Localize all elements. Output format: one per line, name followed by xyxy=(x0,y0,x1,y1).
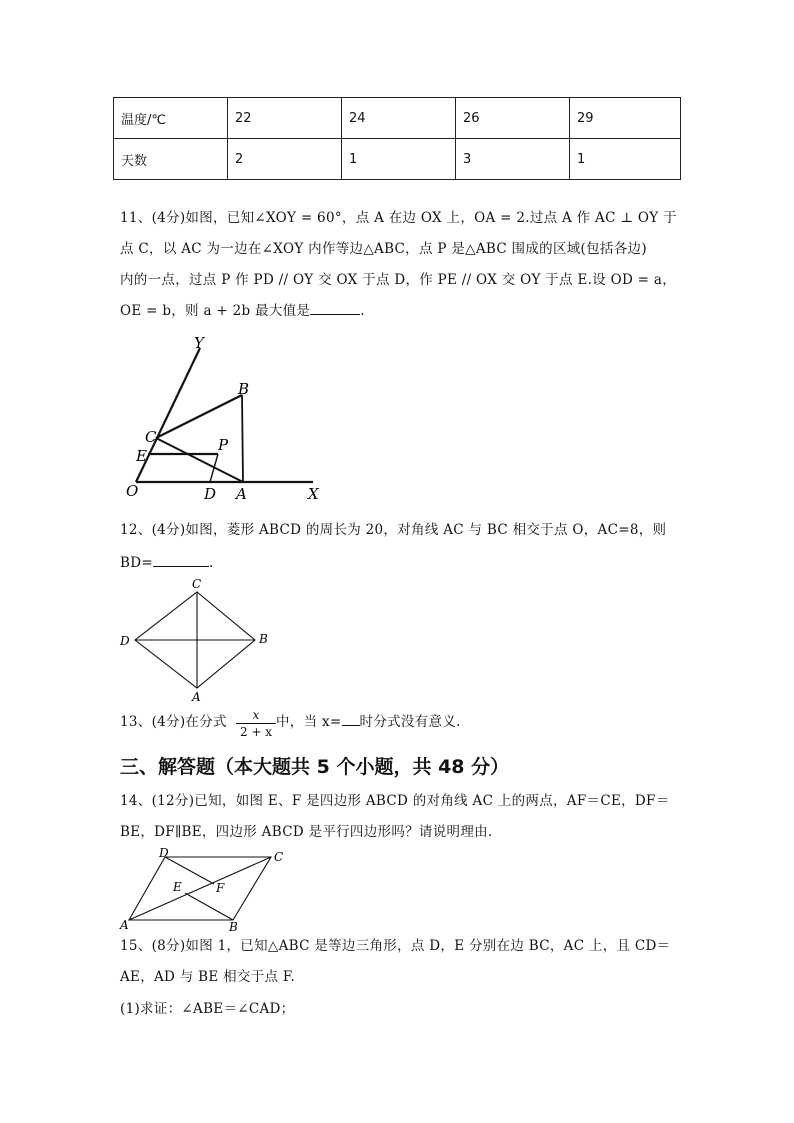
table-cell: 1 xyxy=(570,139,681,180)
table-row xyxy=(114,98,681,139)
q14-line-1: 14、(12分)已知，如图 E、F 是四边形 ABCD 的对角线 AC 上的两点，AF＝CE，DF＝ xyxy=(120,793,670,809)
q11-figure xyxy=(118,334,338,506)
label-d: D xyxy=(120,634,130,648)
answer-blank xyxy=(342,713,360,726)
q14-figure xyxy=(115,845,300,933)
label-d: D xyxy=(204,485,217,503)
q11-line-4 xyxy=(120,302,365,320)
label-c: C xyxy=(145,428,157,446)
label-b: B xyxy=(259,632,268,646)
table-cell: 1 xyxy=(342,139,456,180)
label-d: D xyxy=(159,846,169,860)
q12-line-2-text: BD= xyxy=(120,555,153,571)
q13-before: 13、(4分)在分式 xyxy=(120,714,227,730)
q13-fraction xyxy=(236,707,276,740)
label-a: A xyxy=(236,485,247,503)
segment-eb xyxy=(185,893,233,920)
label-b: B xyxy=(229,920,238,933)
label-p: P xyxy=(218,436,229,454)
q11-line-4-end: . xyxy=(360,303,365,319)
q12-line-2 xyxy=(120,554,214,572)
table-cell: 29 xyxy=(570,98,681,139)
table-cell: 26 xyxy=(456,98,570,139)
table-cell: 22 xyxy=(228,98,342,139)
label-b: B xyxy=(238,380,250,398)
q15-line-2: AE，AD 与 BE 相交于点 F. xyxy=(120,969,296,985)
q13-after-text: 中，当 x= xyxy=(276,714,342,730)
fraction-numerator: x xyxy=(252,708,260,722)
label-x: X xyxy=(308,485,319,503)
label-y: Y xyxy=(194,334,204,352)
label-o: O xyxy=(126,482,139,500)
segment-ba xyxy=(242,395,243,482)
q11-line-4-text: OE = b，则 a + 2b 最大值是 xyxy=(120,303,311,319)
q11-line-2: 点 C，以 AC 为一边在∠XOY 内作等边△ABC，点 P 是△ABC 围成的区域(包括各边) xyxy=(120,241,647,257)
q13-after xyxy=(276,713,461,731)
q11-line-3: 内的一点，过点 P 作 PD // OY 交 OX 于点 D，作 PE // OX 交 OY 于点 E.设 OD = a， xyxy=(120,272,677,288)
segment-ca xyxy=(156,438,243,482)
q15-line-1: 15、(8分)如图 1，已知△ABC 是等边三角形，点 D，E 分别在边 BC，AC 上，且 CD＝ xyxy=(120,938,671,954)
table-row xyxy=(114,139,681,180)
label-c: C xyxy=(192,577,202,591)
label-e: E xyxy=(136,447,147,465)
q12-line-2-end: . xyxy=(208,555,214,571)
table-cell: 2 xyxy=(228,139,342,180)
q11-line-1: 11、(4分)如图，已知∠XOY = 60°，点 A 在边 OX 上，OA = 2.过点 A 作 AC ⊥ OY 于 xyxy=(120,210,677,226)
diagonal-ac xyxy=(129,857,271,920)
fraction-denominator: 2 + x xyxy=(239,725,273,739)
answer-blank xyxy=(310,302,360,315)
label-f: F xyxy=(216,881,225,895)
table-cell: 天数 xyxy=(114,139,228,180)
answer-blank xyxy=(153,554,209,567)
section-heading: 三、解答题（本大题共 5 个小题，共 48 分） xyxy=(120,756,510,778)
segment-cb xyxy=(156,395,242,438)
label-e: E xyxy=(173,880,182,894)
label-c: C xyxy=(274,850,284,864)
table-cell: 温度/℃ xyxy=(114,98,228,139)
label-a: A xyxy=(120,918,129,932)
q12-line-1: 12、(4分)如图，菱形 ABCD 的周长为 20，对角线 AC 与 BC 相交于点 O，AC=8，则 xyxy=(120,522,667,538)
q15-part-1: (1)求证：∠ABE＝∠CAD； xyxy=(120,1001,295,1017)
q12-figure xyxy=(115,574,275,706)
label-a: A xyxy=(192,690,201,704)
q14-line-2: BE，DF∥BE，四边形 ABCD 是平行四边形吗？请说明理由. xyxy=(120,824,493,840)
q13-end-text: 时分式没有意义. xyxy=(359,714,461,730)
table-cell: 3 xyxy=(456,139,570,180)
temperature-table xyxy=(113,97,681,180)
table-cell: 24 xyxy=(342,98,456,139)
